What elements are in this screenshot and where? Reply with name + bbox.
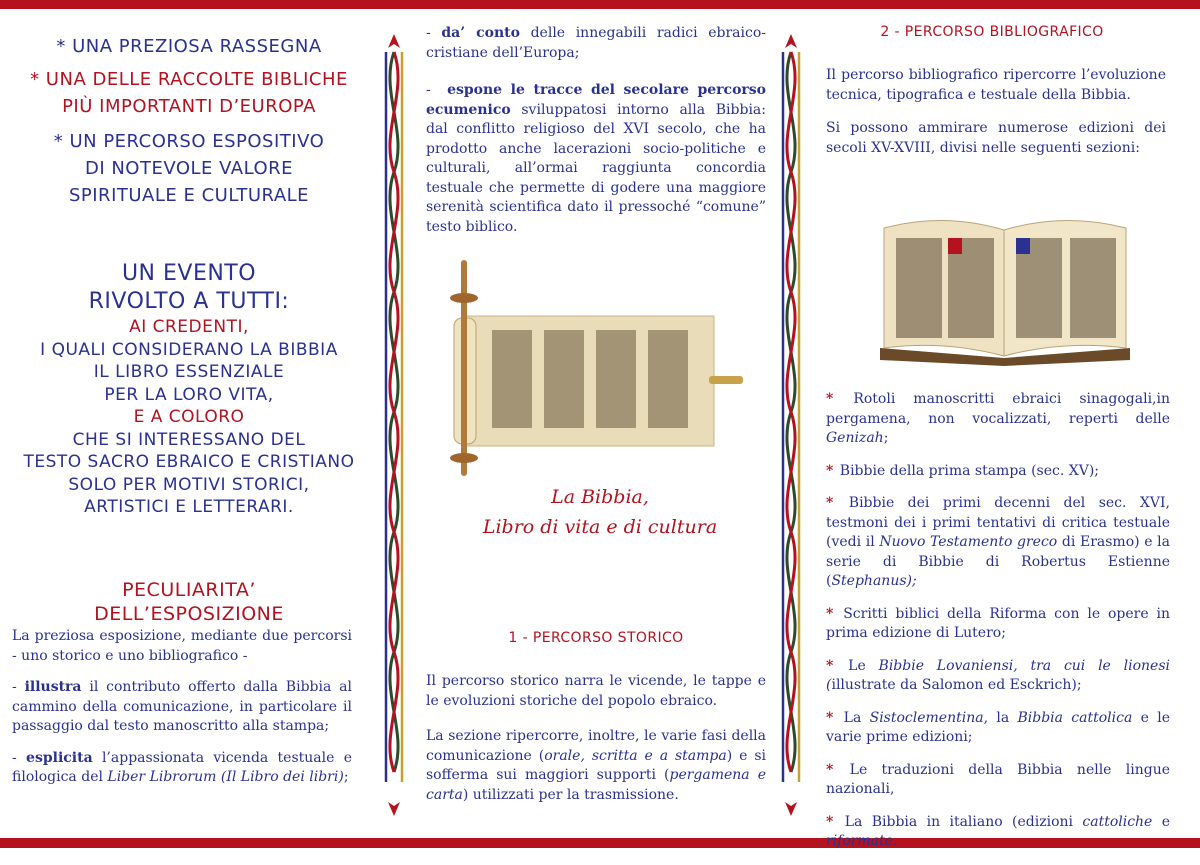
bullet-icon: * <box>826 462 834 479</box>
bullet-icon: * <box>826 605 834 622</box>
bullet-icon: * <box>826 709 834 726</box>
item-3-italic-2: Stephanus); <box>831 573 917 589</box>
item-8-text: La Bibbia in italiano (edizioni <box>844 813 1083 830</box>
peculiarita-heading-1: PECULIARITA’ <box>122 579 256 601</box>
bullet-icon: * <box>826 761 834 778</box>
list-item <box>826 657 1170 696</box>
list-item <box>826 709 1170 748</box>
item-8-text-2: e <box>1152 813 1170 830</box>
item-5-text: Le <box>848 657 879 674</box>
top-border-bar <box>0 0 1200 9</box>
item-5-text-2: illustrate da Salomon ed Esckrich); <box>831 677 1082 693</box>
percorso-bibliografico-heading: 2 - PERCORSO BIBLIOGRAFICO <box>880 24 1104 40</box>
espone-text: sviluppatosi intorno alla Bibbia: dal conflitto religioso del XVI secolo, che ha prodotto anche lacerazioni socio-politiche e culturali, all’ormai raggiunta concordia testuale che permette di godere una maggiore serenità scientifica dato il pressoché “comune” testo biblico. <box>426 101 766 235</box>
espone-paragraph: - espone le tracce del secolare percorso ecumenico sviluppatosi intorno alla Bibbia: dal conflitto religioso del XVI secolo, che ha prodotto anche lacerazioni socio-politiche e culturali, all’ormai raggiunta concordia testuale che permette di godere una maggiore serenità scientifica dato il pressoché “comune” testo biblico. <box>426 82 766 235</box>
item-3-italic-1: Nuovo Testamento greco <box>879 534 1058 550</box>
tagline-rassegna: * UNA PREZIOSA RASSEGNA <box>56 36 322 57</box>
storico-p2-part-c: ) e si sofferma sui maggiori supporti ( <box>426 747 766 783</box>
event-line-3: AI CREDENTI, <box>129 317 249 337</box>
storico-paragraph-2 <box>426 727 766 805</box>
list-item <box>826 390 1170 449</box>
daconto-paragraph: - da’ conto delle innegabili radici ebraico-cristiane dell’Europa; <box>426 25 766 61</box>
event-line-9: TESTO SACRO EBRAICO E CRISTIANO <box>23 452 355 472</box>
list-item <box>826 813 1170 852</box>
bullet-icon: * <box>826 657 834 674</box>
esplicita-keyword: esplicita <box>26 749 93 766</box>
bibliografico-intro-1: Il percorso bibliografico ripercorre l’evoluzione tecnica, tipografica e testuale della Bibbia. <box>826 67 1166 103</box>
item-2-text: Bibbie della prima stampa (sec. XV); <box>839 462 1100 479</box>
peculiarita-heading-2: DELL’ESPOSIZIONE <box>94 603 284 625</box>
tagline-raccolte-1: * UNA DELLE RACCOLTE BIBLICHE <box>30 69 348 90</box>
event-line-2: RIVOLTO A TUTTI: <box>88 289 290 314</box>
event-line-11: ARTISTICI E LETTERARI. <box>84 497 294 517</box>
item-6-italic-1: Sistoclementina <box>869 709 984 726</box>
percorso-storico-heading: 1 - PERCORSO STORICO <box>508 630 684 646</box>
list-item <box>826 761 1170 800</box>
tagline-percorso-1: * UN PERCORSO ESPOSITIVO <box>53 131 325 152</box>
item-8-end: . <box>893 833 898 849</box>
illustra-keyword: illustra <box>24 679 82 695</box>
vine-border-right-icon <box>773 32 809 818</box>
scroll-caption <box>440 482 760 542</box>
item-4-text: Scritti biblici della Riforma con le opere in prima edizione di Lutero; <box>826 605 1170 641</box>
percorso-storico-body <box>426 672 766 817</box>
list-item <box>826 462 1170 482</box>
esplicita-end: ; <box>343 769 349 785</box>
storico-p2-part-e: ) utilizzati per la trasmissione. <box>462 786 679 803</box>
bullet-icon: * <box>826 813 834 830</box>
storico-p2-part-a: La sezione ripercorre, inoltre, le varie fasi della comunicazione ( <box>426 728 766 764</box>
item-6-italic-2: Bibbia cattolica <box>1017 709 1133 726</box>
vine-border-left-icon <box>376 32 412 818</box>
esplicita-paragraph: - esplicita l’appassionata vicenda testuale e filologica del Liber Librorum (Il Libro dei libri); <box>12 749 352 785</box>
bibliografico-intro <box>826 66 1166 170</box>
espone-keyword: espone le tracce del secolare percorso ecumenico <box>426 82 766 118</box>
torah-scroll-image <box>434 258 744 478</box>
event-line-1: UN EVENTO <box>121 261 257 286</box>
item-8-italic-1: cattoliche <box>1082 813 1153 830</box>
bibliografico-intro-2: Si possono ammirare numerose edizioni dei secoli XV-XVIII, divisi nelle seguenti sezioni: <box>826 120 1166 156</box>
middle-top-text <box>426 24 766 249</box>
esplicita-text: l’appassionata vicenda testuale e filologica del <box>12 749 352 785</box>
event-line-7: E A COLORO <box>133 407 245 427</box>
daconto-keyword: da’ conto <box>441 25 520 41</box>
event-line-8: CHE SI INTERESSANO DEL <box>72 429 306 450</box>
sezioni-list <box>826 390 1170 865</box>
scroll-caption-line-1: La Bibbia, <box>551 486 649 508</box>
item-1-text: Rotoli manoscritti ebraici sinagogali,in pergamena, non vocalizzati, reperti delle <box>826 391 1170 427</box>
event-line-6: PER LA LORO VITA, <box>104 384 274 405</box>
event-block <box>0 260 378 519</box>
peculiarita-heading <box>0 578 378 626</box>
item-6-text-3: e le varie prime edizioni; <box>826 709 1170 745</box>
item-1-italic: Genizah <box>826 430 884 446</box>
list-item <box>826 494 1170 592</box>
illuminated-bible-image <box>874 208 1136 366</box>
list-item <box>826 605 1170 644</box>
item-7-text: Le traduzioni della Bibbia nelle lingue nazionali, <box>826 761 1171 797</box>
tagline-raccolte-2: PIÙ IMPORTANTI D’EUROPA <box>62 96 316 117</box>
event-line-4: I QUALI CONSIDERANO LA BIBBIA <box>40 339 338 360</box>
event-line-10: SOLO PER MOTIVI STORICI, <box>68 474 310 495</box>
storico-p2-italic-2: pergamena e carta <box>426 767 766 803</box>
item-3-text: Bibbie dei primi decenni del sec. XVI, testmoni dei i primi tentativi di critica testuale (vedi il <box>826 495 1170 550</box>
storico-paragraph-1: Il percorso storico narra le vicende, le tappe e le evoluzioni storiche del popolo ebraico. <box>426 673 766 709</box>
item-6-text: La <box>843 709 870 726</box>
illustra-paragraph: - illustra il contributo offerto dalla Bibbia al cammino della comunicazione, in particolare il passaggio dal testo manoscritto alla stampa; <box>12 679 352 734</box>
peculiarita-body <box>12 627 352 800</box>
item-8-italic-2: riformate <box>826 833 894 849</box>
bullet-icon: * <box>826 495 834 511</box>
daconto-text: delle innegabili radici ebraico-cristiane dell’Europa; <box>426 25 766 61</box>
item-3-text-2: di Erasmo) e la serie di Bibbie di Robertus Estienne ( <box>826 534 1170 589</box>
scroll-caption-line-2: Libro di vita e di cultura <box>482 516 718 538</box>
esplicita-italic: Liber Librorum (Il Libro dei libri) <box>107 769 344 785</box>
event-line-5: IL LIBRO ESSENZIALE <box>93 362 285 382</box>
tagline-percorso-3: SPIRITUALE E CULTURALE <box>68 185 310 206</box>
storico-p2-italic-1: orale, scritta e a stampa <box>544 747 727 764</box>
peculiarita-intro: La preziosa esposizione, mediante due percorsi - uno storico e uno bibliografico - <box>12 628 352 664</box>
illustra-text: il contributo offerto dalla Bibbia al cammino della comunicazione, in particolare il passaggio dal testo manoscritto alla stampa; <box>12 679 352 734</box>
item-6-text-2: , la <box>983 709 1018 726</box>
item-5-italic: Bibbie Lovaniensi, tra cui le lionesi ( <box>826 657 1170 693</box>
bullet-icon: * <box>826 391 834 407</box>
item-1-end: ; <box>883 430 889 446</box>
tagline-percorso-2: DI NOTEVOLE VALORE <box>84 158 294 179</box>
